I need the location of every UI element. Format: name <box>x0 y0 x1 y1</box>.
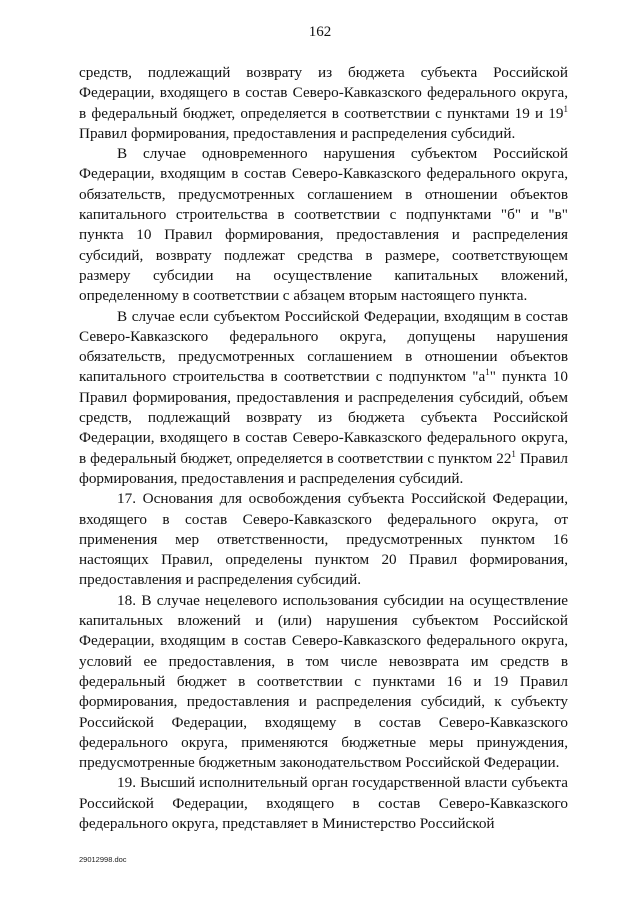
superscript: 1 <box>511 448 516 459</box>
paragraph-text: средств, подлежащий возврату из бюджета субъекта Российской Федерации, входящего в состав Северо-Кавказского федерального округа, в федеральный бюджет, определяется в соответствии с пунктами 19 и 19 <box>79 64 568 122</box>
paragraph-continuation <box>79 63 568 144</box>
paragraph-item-17: 17. Основания для освобождения субъекта Российской Федерации, входящего в состав Северо-Кавказского федерального округа, от применения мер ответственности, предусмотренных пунктом 16 настоящих Правил, определены пунктом 20 Правил формирования, предоставления и распределения субсидий. <box>79 490 568 589</box>
paragraph-text: Правил формирования, предоставления и распределения субсидий. <box>79 449 568 487</box>
paragraph-simultaneous-violation: В случае одновременного нарушения субъектом Российской Федерации, входящим в состав Северо-Кавказского федерального округа, обязательств, предусмотренных соглашением в отношении объектов капитального строительства в соответствии с подпунктами "б" и "в" пункта 10 Правил формирования, предоставления и распределения субсидий, возврату подлежат средства в размере, соответствующем размеру субсидии на осуществление капитальных вложений, определенному в соответствии с абзацем вторым настоящего пункта. <box>79 145 568 305</box>
paragraph-item-19: 19. Высший исполнительный орган государственной власти субъекта Российской Федерации, входящего в состав Северо-Кавказского федерального округа, представляет в Министерство Российской <box>79 774 568 832</box>
paragraph-text: Правил формирования, предоставления и распределения субсидий. <box>79 124 516 142</box>
footer-filename: 29012998.doc <box>79 855 127 864</box>
document-body <box>79 63 568 834</box>
superscript: 1 <box>563 103 568 114</box>
superscript: 1 <box>485 367 490 378</box>
paragraph-violation-subpoint-a1 <box>79 307 568 490</box>
paragraph-text: В случае если субъектом Российской Федерации, входящим в состав Северо-Кавказского федерального округа, допущены нарушения обязательств, предусмотренных соглашением в отношении объектов капитального строительства в соответствии с подпунктом "а <box>79 307 568 386</box>
page-number: 162 <box>308 24 332 40</box>
paragraph-text: " пункта 10 Правил формирования, предоставления и распределения субсидий, объем средств, подлежащий возврату из бюджета субъекта Российской Федерации, входящего в состав Северо-Кавказского федерального округа, в федеральный бюджет, определяется в соответствии с пунктом 22 <box>79 368 568 467</box>
paragraph-item-18: 18. В случае нецелевого использования субсидии на осуществление капитальных вложений и (или) нарушения субъектом Российской Федерации, входящим в состав Северо-Кавказского федерального округа, условий ее предоставления, в том числе невозврата им средств в федеральный бюджет в соответствии с пунктами 16 и 19 Правил формирования, предоставления и распределения субсидий, к субъекту Российской Федерации, входящему в состав Северо-Кавказского федерального округа, применяются бюджетные меры принуждения, предусмотренные бюджетным законодательством Российской Федерации. <box>79 591 568 772</box>
